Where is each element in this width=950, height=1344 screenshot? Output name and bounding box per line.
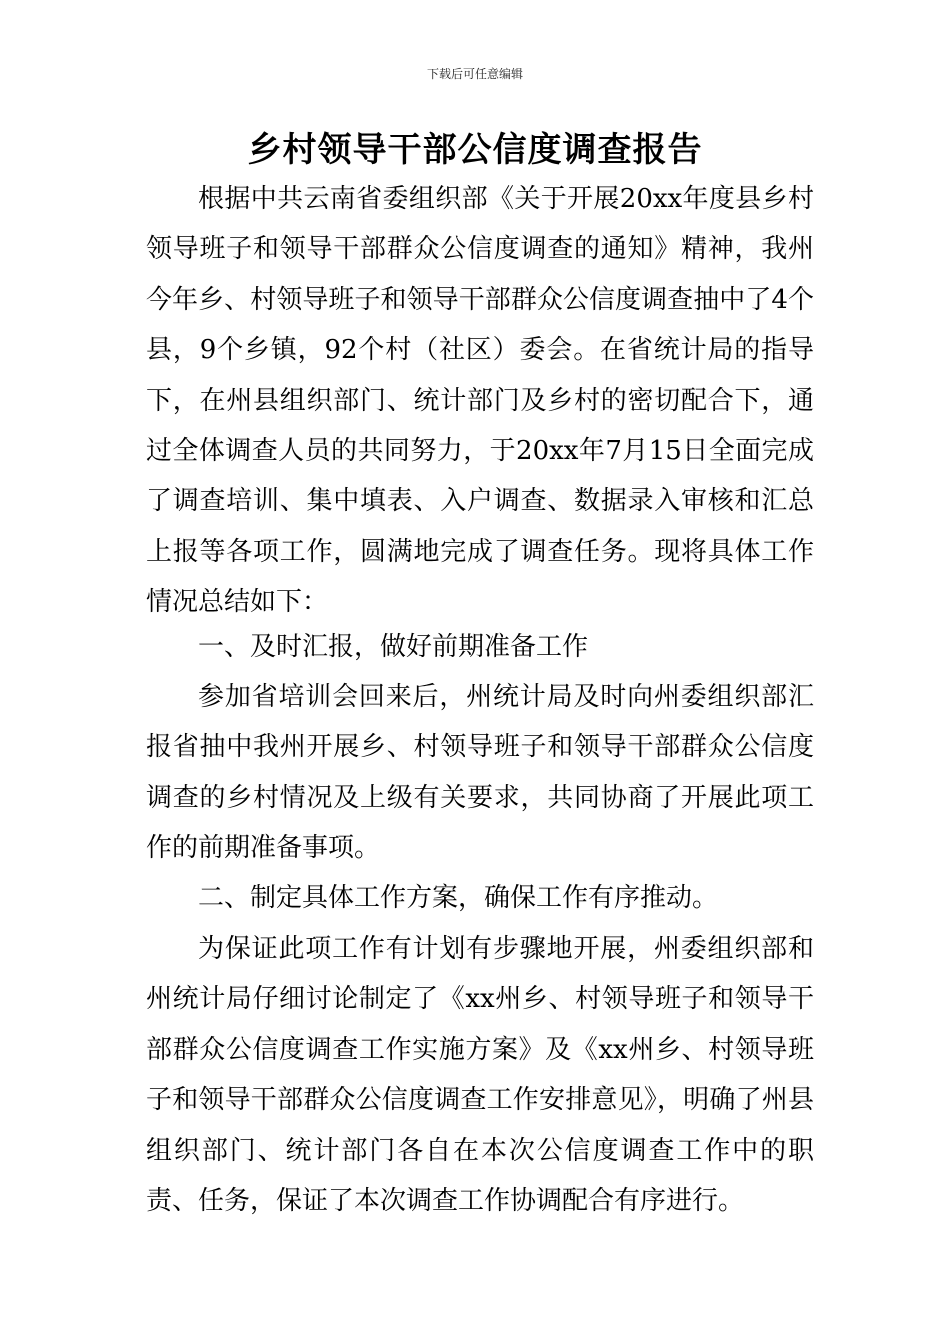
section-heading-2: 二、制定具体工作方案，确保工作有序推动。 bbox=[198, 883, 719, 913]
intro-paragraph: 根据中共云南省委组织部《关于开展20xx年度县乡村领导班子和领导干部群众公信度调查的通知》精神，我州今年乡、村领导班子和领导干部群众公信度调查抽中了4个县，9个乡镇，92个村（社区）委会。在省统计局的指导下，在州县组织部门、统计部门及乡村的密切配合下，通过全体调查人员的共同努力，于20xx年7月15日全面完成了调查培训、集中填表、入户调查、数据录入审核和汇总上报等各项工作，圆满地完成了调查任务。现将具体工作情况总结如下： bbox=[146, 184, 814, 618]
section-1-block bbox=[146, 672, 814, 874]
section-heading-1: 一、及时汇报，做好前期准备工作 bbox=[198, 632, 589, 662]
header-note: 下载后可任意编辑 bbox=[426, 67, 523, 81]
intro-block bbox=[146, 174, 814, 628]
section-heading-1-block bbox=[146, 622, 814, 672]
section-heading-2-block bbox=[146, 873, 814, 923]
section-2-block bbox=[146, 924, 814, 1226]
document-title: 乡村领导干部公信度调查报告 bbox=[247, 130, 703, 170]
section-2-paragraph: 为保证此项工作有计划有步骤地开展，州委组织部和州统计局仔细讨论制定了《xx州乡、村领导班子和领导干部群众公信度调查工作实施方案》及《xx州乡、村领导班子和领导干部群众公信度调查工作安排意见》，明确了州县组织部门、统计部门各自在本次公信度调查工作中的职责、任务，保证了本次调查工作协调配合有序进行。 bbox=[146, 934, 814, 1217]
section-1-paragraph: 参加省培训会回来后，州统计局及时向州委组织部汇报省抽中我州开展乡、村领导班子和领导干部群众公信度调查的乡村情况及上级有关要求，共同协商了开展此项工作的前期准备事项。 bbox=[146, 682, 814, 864]
